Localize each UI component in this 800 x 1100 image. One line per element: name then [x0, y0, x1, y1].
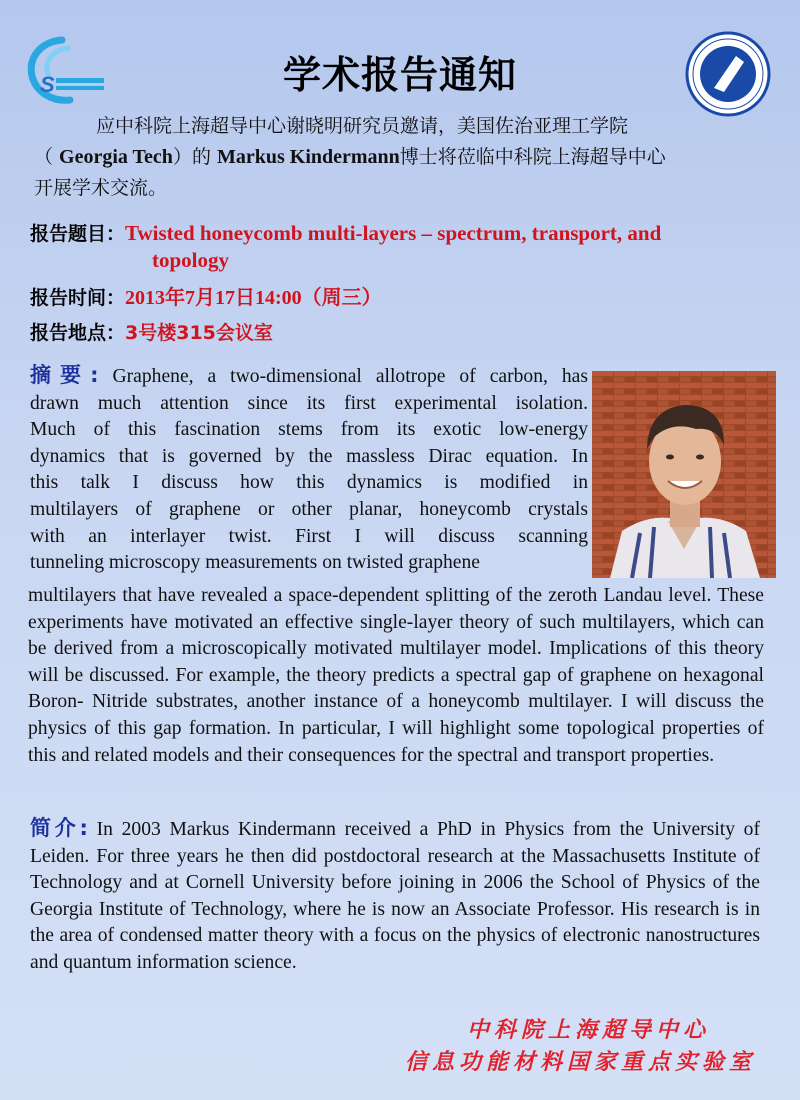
abstract-line: multilayers of graphene or other planar, honeycomb crystals [30, 498, 588, 520]
abstract-rest: multilayers that have revealed a space-dependent splitting of the zeroth Landau level. These experiments have motivated an effective single-layer theory of such multilayers, which can be derived from a microscopically motivated multilayer model. Implications of this theory will be discussed. For example, the theory predicts a spectral gap of graphene on hexagonal Boron- Nitride substrates, another instance of a honeycomb multilayer. I will discuss the physics of this gap formation. In particular, I will highlight some topological properties of this and related models and their consequences for the spectral and transport properties. [28, 585, 764, 766]
bio-text: In 2003 Markus Kindermann received a PhD in Physics from the University of Leiden. For three years he then did postdoctoral research at the Massachusetts Institute of Technology and at Cornell University before joining in 2006 the School of Physics of the Georgia Institute of Technology, where he is now an Associate Professor. His research is in the area of condensed matter theory with a focus on the physics of electronic nanostructures and quantum information science. [30, 819, 760, 973]
intro-line-2: （ Georgia Tech）的 Markus Kindermann博士将莅临中科院上海超导中心 [34, 146, 666, 168]
report-topic [30, 220, 780, 273]
place-value: 3号楼315会议室 [125, 322, 273, 344]
topic-label: 报告题目： [30, 223, 126, 245]
state-key-lab-seal-icon [684, 30, 772, 118]
place-label: 报告地点： [30, 322, 126, 344]
institution-name: Georgia Tech [59, 146, 173, 168]
intro-paragraph [34, 111, 774, 204]
intro-line-1: 应中科院上海超导中心谢晓明研究员邀请，美国佐治亚理工学院 [96, 115, 629, 137]
topic-value-line1: Twisted honeycomb multi-layers – spectrum, transport, and [125, 221, 662, 245]
speaker-name: Markus Kindermann [216, 146, 400, 168]
intro-line-3: 开展学术交流。 [34, 177, 168, 199]
abstract-line: tunneling microscopy measurements on twisted graphene [30, 552, 480, 574]
speaker-photo [592, 371, 776, 578]
time-value: 2013年7月17日14:00（周三） [125, 287, 382, 309]
page-title: 学术报告通知 [282, 53, 517, 97]
topic-value-line2: topology [152, 248, 230, 272]
speaker-bio [30, 815, 760, 977]
bio-label: 简介: [30, 816, 88, 840]
abstract-line: with an interlayer twist. First I will discuss scanning [30, 525, 588, 547]
footer-org-line-1: 中科院上海超导中心 [466, 1017, 710, 1043]
abstract-label: 摘要: [30, 363, 99, 387]
abstract-top [30, 362, 588, 577]
svg-text:S: S [40, 72, 55, 97]
footer-org-line-2: 信息功能材料国家重点实验室 [404, 1049, 756, 1075]
report-time [30, 281, 382, 310]
time-label: 报告时间： [30, 287, 126, 309]
abstract-line: Graphene, a two-dimensional allotrope of carbon, has [112, 366, 588, 387]
abstract-line: Much of this fascination stems from its exotic low-energy [30, 419, 588, 441]
abstract-line: this talk I discuss how this dynamics is modified in [30, 472, 588, 494]
abstract-line: dynamics that is governed by the massless Dirac equation. In [30, 445, 588, 467]
report-place [30, 318, 273, 345]
abstract-line: drawn much attention since its first experimental isolation. [30, 392, 588, 414]
